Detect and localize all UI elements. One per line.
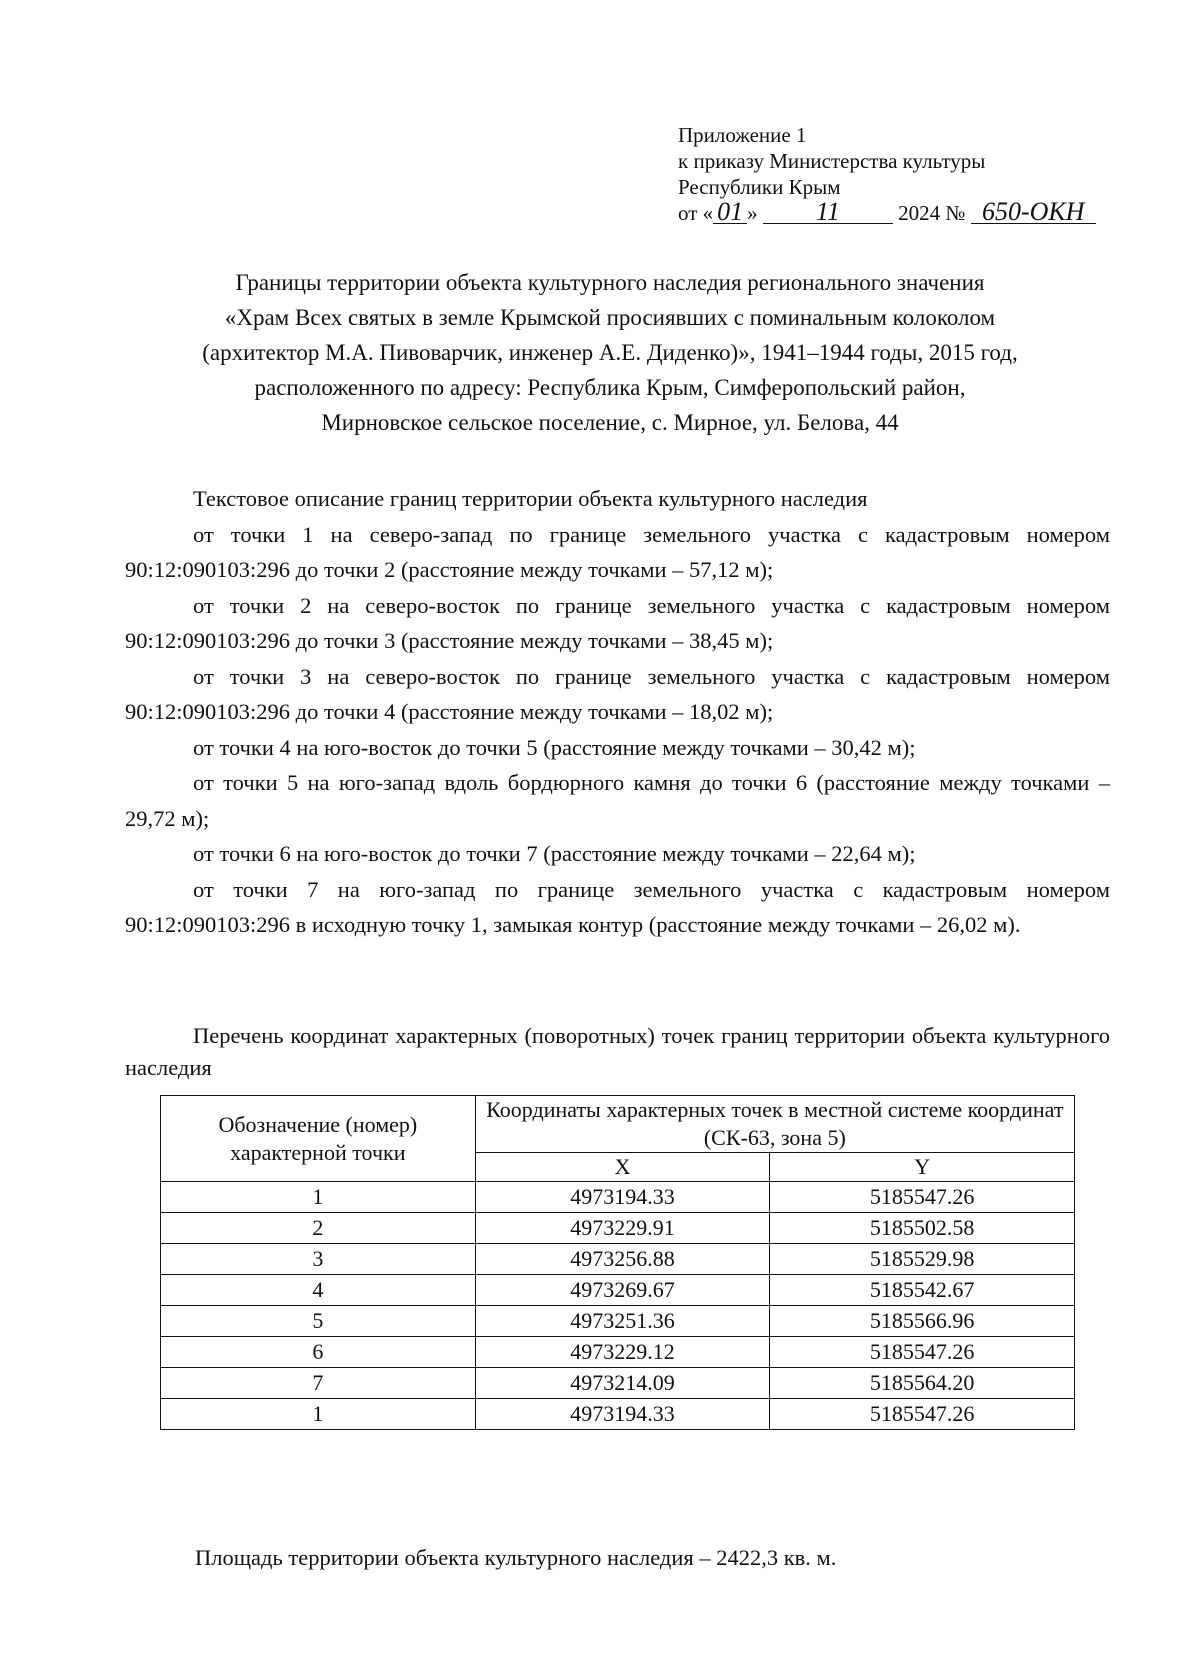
boundary-description	[125, 481, 1110, 943]
table-row	[161, 1337, 1075, 1368]
cell-y: 5185542.67	[770, 1275, 1075, 1306]
cell-point: 5	[161, 1306, 476, 1337]
description-paragraph: от точки 1 на северо-запад по границе земельного участка с кадастровым номером 90:12:090103:296 до точки 2 (расстояние между точками – 57,12 м);	[125, 521, 1110, 582]
cell-point: 1	[161, 1399, 476, 1430]
table-row	[161, 1399, 1075, 1430]
cell-y: 5185502.58	[770, 1213, 1075, 1244]
cell-y: 5185566.96	[770, 1306, 1075, 1337]
description-paragraph: от точки 4 на юго-восток до точки 5 (расстояние между точками – 30,42 м);	[193, 734, 916, 760]
coords-list-heading	[125, 1020, 1110, 1084]
cell-y: 5185547.26	[770, 1399, 1075, 1430]
coordinates-table	[160, 1095, 1075, 1430]
cell-x: 4973229.91	[475, 1213, 770, 1244]
header-x: X	[475, 1153, 770, 1182]
cell-x: 4973256.88	[475, 1244, 770, 1275]
date-month: 11	[763, 201, 893, 224]
title-line-3: (архитектор М.А. Пивоварчик, инженер А.Е. Диденко)», 1941–1944 годы, 2015 год,	[202, 340, 1018, 365]
title-line-2: «Храм Всех святых в земле Крымской просиявших с поминальным колоколом	[224, 305, 996, 330]
cell-x: 4973214.09	[475, 1368, 770, 1399]
title-line-1: Границы территории объекта культурного наследия регионального значения	[235, 270, 985, 295]
date-prefix: от «	[678, 201, 714, 225]
annex-line-3: Республики Крым	[678, 175, 841, 199]
annex-line-2: к приказу Министерства культуры	[678, 149, 986, 173]
title-line-4: расположенного по адресу: Республика Крым, Симферопольский район,	[254, 375, 966, 400]
description-paragraph: от точки 7 на юго-запад по границе земельного участка с кадастровым номером 90:12:090103:296 в исходную точку 1, замыкая контур (расстояние между точками – 26,02 м).	[125, 876, 1110, 937]
table-row	[161, 1275, 1075, 1306]
table-row	[161, 1368, 1075, 1399]
annex-date-line	[678, 197, 1096, 226]
description-paragraph: от точки 3 на северо-восток по границе земельного участка с кадастровым номером 90:12:090103:296 до точки 4 (расстояние между точками – 18,02 м);	[125, 663, 1110, 724]
cell-y: 5185564.20	[770, 1368, 1075, 1399]
cell-point: 6	[161, 1337, 476, 1368]
table-row	[161, 1244, 1075, 1275]
table-row	[161, 1306, 1075, 1337]
description-paragraph: от точки 5 на юго-запад вдоль бордюрного камня до точки 6 (расстояние между точками – 29,72 м);	[125, 770, 1110, 831]
document-title	[110, 265, 1110, 440]
cell-x: 4973251.36	[475, 1306, 770, 1337]
cell-point: 1	[161, 1182, 476, 1213]
title-line-5: Мирновское сельское поселение, с. Мирное, ул. Белова, 44	[321, 410, 899, 435]
cell-point: 3	[161, 1244, 476, 1275]
cell-y: 5185547.26	[770, 1337, 1075, 1368]
cell-point: 2	[161, 1213, 476, 1244]
cell-x: 4973194.33	[475, 1399, 770, 1430]
area-statement: Площадь территории объекта культурного наследия – 2422,3 кв. м.	[195, 1545, 837, 1570]
date-day: 01	[713, 201, 747, 224]
header-y: Y	[770, 1153, 1075, 1182]
cell-point: 7	[161, 1368, 476, 1399]
annex-header	[678, 122, 1096, 226]
cell-point: 4	[161, 1275, 476, 1306]
order-number: 650-ОКН	[971, 201, 1096, 224]
cell-x: 4973194.33	[475, 1182, 770, 1213]
description-paragraph: от точки 2 на северо-восток по границе земельного участка с кадастровым номером 90:12:090103:296 до точки 3 (расстояние между точками – 38,45 м);	[125, 592, 1110, 653]
table-row	[161, 1213, 1075, 1244]
table-row	[161, 1182, 1075, 1213]
cell-x: 4973269.67	[475, 1275, 770, 1306]
cell-y: 5185529.98	[770, 1244, 1075, 1275]
description-heading: Текстовое описание границ территории объекта культурного наследия	[193, 486, 868, 511]
description-paragraph: от точки 6 на юго-восток до точки 7 (расстояние между точками – 22,64 м);	[193, 841, 916, 866]
date-day-close: »	[747, 201, 758, 225]
coords-heading-text: Перечень координат характерных (поворотных) точек границ территории объекта культурного наследия	[125, 1023, 1110, 1080]
cell-y: 5185547.26	[770, 1182, 1075, 1213]
year-number-label: 2024 №	[898, 201, 966, 225]
cell-x: 4973229.12	[475, 1337, 770, 1368]
annex-line-1: Приложение 1	[678, 123, 807, 147]
header-point: Обозначение (номер) характерной точки	[161, 1096, 476, 1182]
header-coords: Координаты характерных точек в местной системе координат (СК-63, зона 5)	[475, 1096, 1074, 1153]
